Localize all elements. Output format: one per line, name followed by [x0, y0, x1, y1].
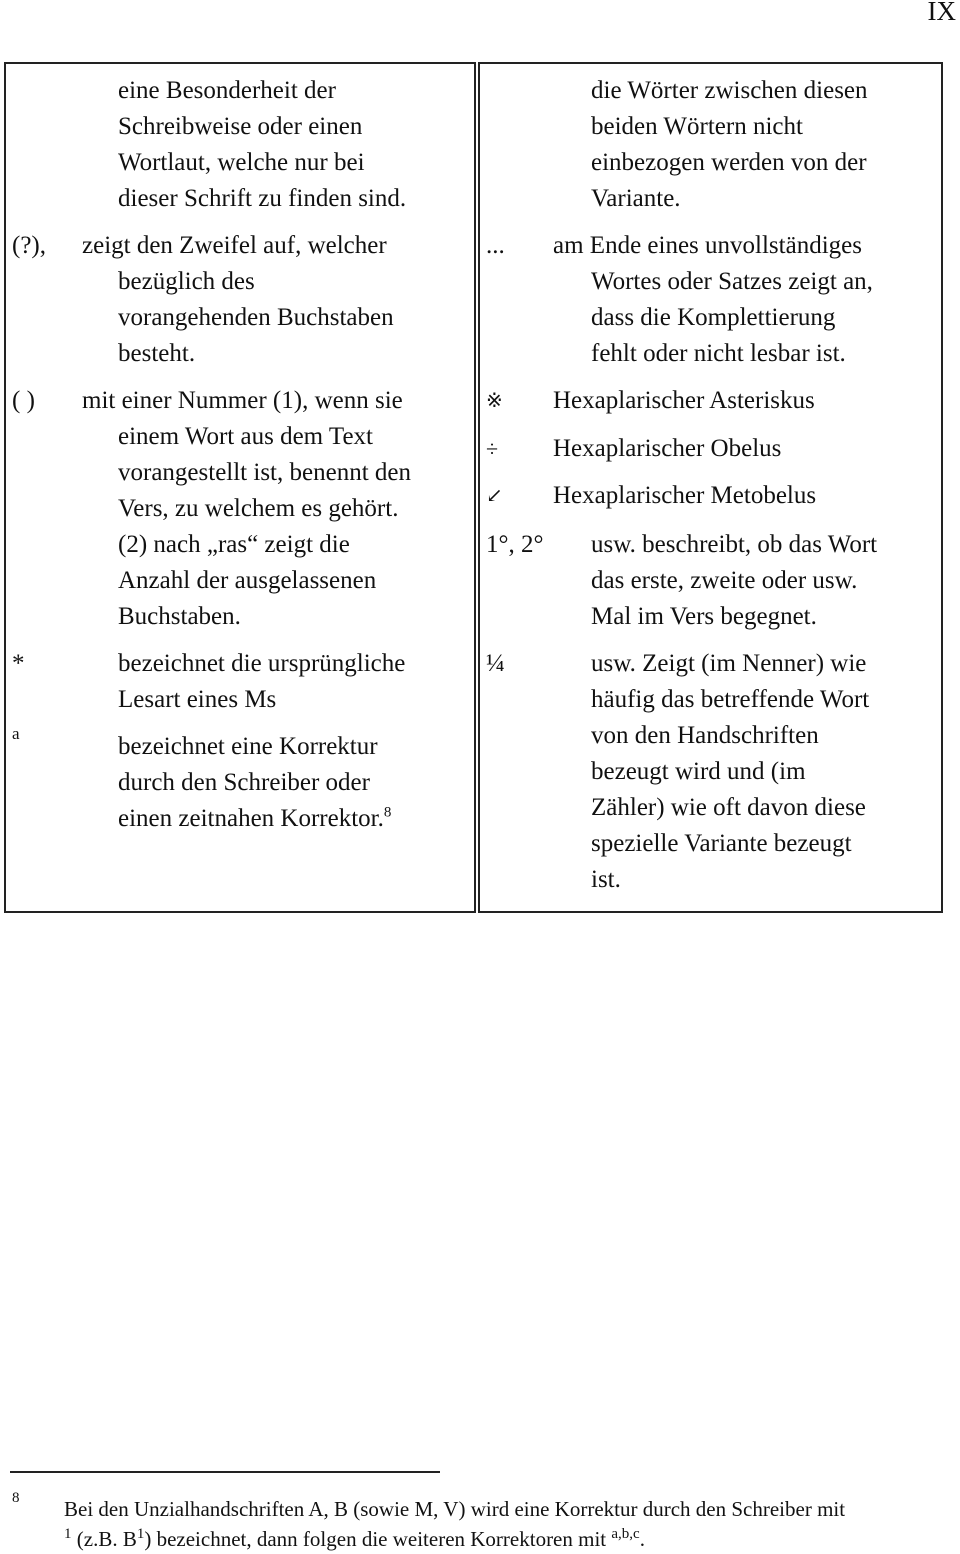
right-intro-line: beiden Wörtern nicht	[591, 113, 803, 140]
entry-line: einem Wort aus dem Text	[118, 423, 373, 450]
entry-line: das erste, zweite oder usw.	[591, 567, 858, 594]
entry-line: von den Handschriften	[591, 722, 819, 749]
left-intro-line: dieser Schrift zu finden sind.	[118, 185, 407, 212]
footnote-text: (z.B. B	[71, 1527, 137, 1551]
symbol-fraction: ¼	[486, 650, 505, 677]
entry-line: bezeichnet die ursprüngliche	[118, 650, 406, 677]
footnote-text: ) bezeichnet, dann folgen die weiteren Korrektoren mit	[144, 1527, 612, 1551]
entry-line: vorangehenden Buchstaben	[118, 304, 394, 331]
right-intro-line: Variante.	[591, 185, 681, 212]
entry-line: dass die Komplettierung	[591, 304, 836, 331]
superscript-1: 1	[64, 1526, 72, 1542]
entry-line: Hexaplarischer Asteriskus	[553, 387, 815, 414]
symbol-parentheses: ( )	[12, 387, 35, 414]
superscript-1: 1	[136, 1526, 145, 1542]
entry-line: spezielle Variante bezeugt	[591, 830, 852, 857]
symbol-ordinal: 1°, 2°	[486, 531, 544, 558]
entry-line: Hexaplarischer Obelus	[553, 435, 782, 462]
right-intro-line: die Wörter zwischen diesen	[591, 77, 868, 104]
footnote-text: .	[639, 1527, 645, 1551]
entry-line	[118, 801, 391, 837]
entry-line: Vers, zu welchem es gehört.	[118, 495, 399, 522]
symbol-ellipsis: ...	[486, 232, 505, 259]
entry-line: (2) nach „ras“ zeigt die	[118, 531, 350, 558]
left-intro-line: Schreibweise oder einen	[118, 113, 363, 140]
left-intro-line: Wortlaut, welche nur bei	[118, 149, 365, 176]
entry-line: Lesart eines Ms	[118, 686, 277, 713]
footnote-reference[interactable]: 8	[383, 804, 392, 821]
symbol-asterisk: *	[12, 650, 25, 677]
left-intro-line: eine Besonderheit der	[118, 77, 336, 104]
metobelus-icon: ↙	[486, 485, 503, 507]
entry-line: am Ende eines unvollständiges	[553, 232, 862, 259]
footnote-line-1: Bei den Unzialhandschriften A, B (sowie M, V) wird eine Korrektur durch den Schreiber mit	[64, 1497, 846, 1521]
symbol-superscript-a: a	[12, 724, 20, 743]
entry-line: mit einer Nummer (1), wenn sie	[82, 387, 403, 414]
entry-line: usw. Zeigt (im Nenner) wie	[591, 650, 867, 677]
entry-line: Hexaplarischer Metobelus	[553, 482, 817, 509]
entry-line: vorangestellt ist, benennt den	[118, 459, 411, 486]
asteriskus-icon: ※	[486, 390, 503, 412]
entry-line: besteht.	[118, 340, 196, 367]
page-number: IX	[927, 0, 956, 26]
entry-line: Mal im Vers begegnet.	[591, 603, 817, 630]
footnote-rule	[10, 1471, 440, 1473]
footnote-number: 8	[12, 1490, 20, 1506]
right-intro-line: einbezogen werden von der	[591, 149, 867, 176]
entry-line: Zähler) wie oft davon diese	[591, 794, 866, 821]
entry-line: bezeugt wird und (im	[591, 758, 806, 785]
footnote-line-2	[64, 1524, 645, 1554]
entry-line: durch den Schreiber oder	[118, 769, 370, 796]
superscript-abc: a,b,c	[611, 1526, 640, 1542]
entry-line: usw. beschreibt, ob das Wort	[591, 531, 878, 558]
obelus-icon: ÷	[486, 436, 499, 461]
entry-line: zeigt den Zweifel auf, welcher	[82, 232, 387, 259]
entry-line: häufig das betreffende Wort	[591, 686, 870, 713]
entry-line: Wortes oder Satzes zeigt an,	[591, 268, 873, 295]
entry-line: fehlt oder nicht lesbar ist.	[591, 340, 846, 367]
symbol-question: (?),	[12, 232, 46, 259]
entry-line: bezeichnet eine Korrektur	[118, 733, 378, 760]
entry-line: ist.	[591, 866, 621, 893]
entry-line-text: einen zeitnahen Korrektor.	[118, 805, 384, 832]
entry-line: Anzahl der ausgelassenen	[118, 567, 377, 594]
entry-line: Buchstaben.	[118, 603, 241, 630]
entry-line: bezüglich des	[118, 268, 255, 295]
